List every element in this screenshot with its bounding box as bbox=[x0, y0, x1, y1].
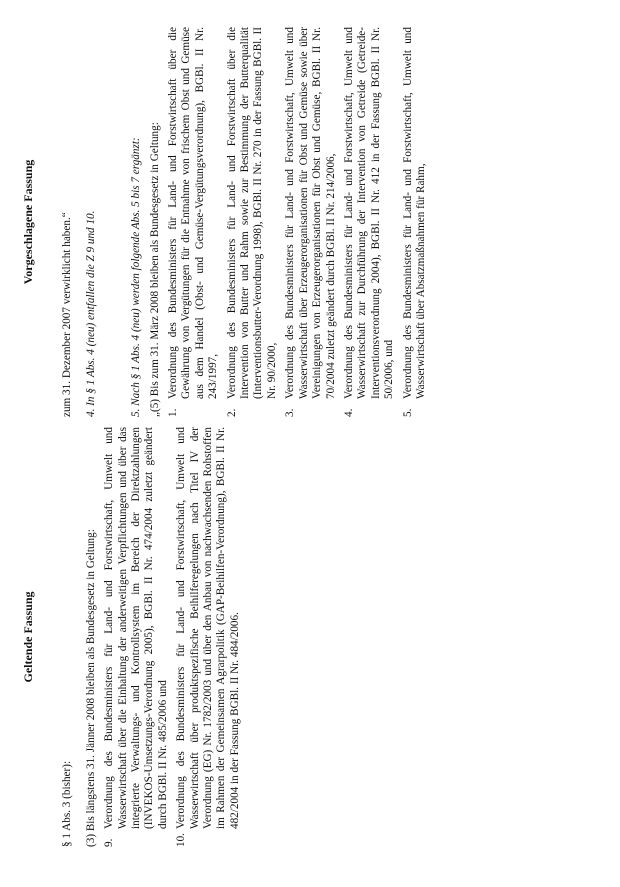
list-item-text: Verordnung des Bundesministers für Land- und Forstwirtschaft, Umwelt und Wasserwirtschaft über produktspezifische Beihilferegelungen nach Titel IV der Verordnung (EG) Nr. 1782/2003 und über den Anbau von nachwachsenden Rohstoffen im Rahmen der Gemeinsamen Agrarpolitik (GAP-Beihilfen-Verordnung), BGBl. II Nr. 482/2004 in der Fassung BGBl. II Nr. 484/2006. bbox=[175, 427, 241, 829]
list-item-text: Verordnung des Bundesministers für Land- und Forstwirtschaft über die Intervention von Butter und Rahm sowie zur Bestimmung der Butterqualität (Interventionsbutter-Verordnung 1998), BGBl. II Nr. 270 in der Fassung BGBl. II Nr. 90/2000, bbox=[225, 27, 278, 399]
list-item-text: Verordnung des Bundesministers für Land- und Forstwirtschaft, Umwelt und Wasserwirtschaft über die Einhaltung der anderweitigen Verpflichtungen und über das integrierte Verwaltungs- und Kontrollsystem im Bereich der Direktzahlungen (INVEKOS-Umsetzungs-Verordnung 2005), BGBl. II Nr. 474/2004 zuletzt geändert durch BGBl. II Nr. 485/2006 und bbox=[103, 427, 169, 829]
column-heading-proposed: Vorgeschlagene Fassung bbox=[21, 159, 35, 285]
list-item bbox=[103, 427, 170, 847]
list-item bbox=[167, 27, 221, 417]
proposed-version-column bbox=[22, 27, 433, 417]
list-item-number: 10. bbox=[175, 833, 188, 847]
list-item bbox=[343, 27, 397, 417]
list-item-number: 5. bbox=[401, 408, 414, 417]
list-item-number: 4. bbox=[342, 408, 355, 417]
list-item-text: Verordnung des Bundesministers für Land- und Forstwirtschaft, Umwelt und Wasserwirtschaft über Erzeugerorganisationen für Obst und Gemüse sowie über Vereinigungen von Erzeugerorganisationen für Obst und Gemüse, BGBl. II Nr. 70/2004 zuletzt geändert durch BGBl. II Nr. 214/2006, bbox=[284, 27, 337, 399]
list-item-text: Verordnung des Bundesministers für Land- und Forstwirtschaft, Umwelt und Wasserwirtschaft über Absatzmaßnahmen für Rahm, bbox=[401, 27, 427, 399]
reference-line: § 1 Abs. 3 (bisher): bbox=[61, 760, 74, 847]
list-item-text: Verordnung des Bundesministers für Land- und Forstwirtschaft über die Gewährung von Vergütungen für die Entnahme von frischem Obst und Gemüse aus dem Handel (Obst- und Gemüse-Vergütungsverordnung), BGBl. II Nr. 243/1997, bbox=[167, 27, 220, 399]
list-item-number: 1. bbox=[167, 408, 180, 417]
list-item bbox=[284, 27, 338, 417]
intro-line: zum 31. Dezember 2007 verwirklicht haben.“ bbox=[61, 212, 74, 417]
current-version-column bbox=[22, 427, 247, 847]
amendment-4: 4. In § 1 Abs. 4 (neu) entfallen die Z 9 und 10. bbox=[84, 210, 97, 417]
amendment-5: 5. Nach § 1 Abs. 4 (neu) werden folgende Abs. 5 bis 7 ergänzt: bbox=[130, 137, 143, 417]
paragraph-5: „(5) Bis zum 31. März 2008 bleiben als Bundesgesetz in Geltung: bbox=[148, 122, 161, 417]
list-item-text: Verordnung des Bundesministers für Land- und Forstwirtschaft, Umwelt und Wasserwirtschaft zur Durchführung der Intervention von Getreide (Getreide-Interventionsverordnung 2004), BGBl. II Nr. 412 in der Fassung BGBl. II Nr. 50/2006, und bbox=[342, 27, 396, 399]
paragraph-3: (3) Bis längstens 31. Jänner 2008 bleiben als Bundesgesetz in Geltung: bbox=[84, 529, 97, 847]
list-item bbox=[402, 27, 429, 417]
list-item bbox=[175, 427, 242, 847]
list-item bbox=[226, 27, 280, 417]
list-item-number: 3. bbox=[284, 408, 297, 417]
list-item-number: 2. bbox=[225, 408, 238, 417]
list-item-number: 9. bbox=[103, 838, 116, 847]
column-heading-current: Geltende Fassung bbox=[21, 591, 35, 683]
